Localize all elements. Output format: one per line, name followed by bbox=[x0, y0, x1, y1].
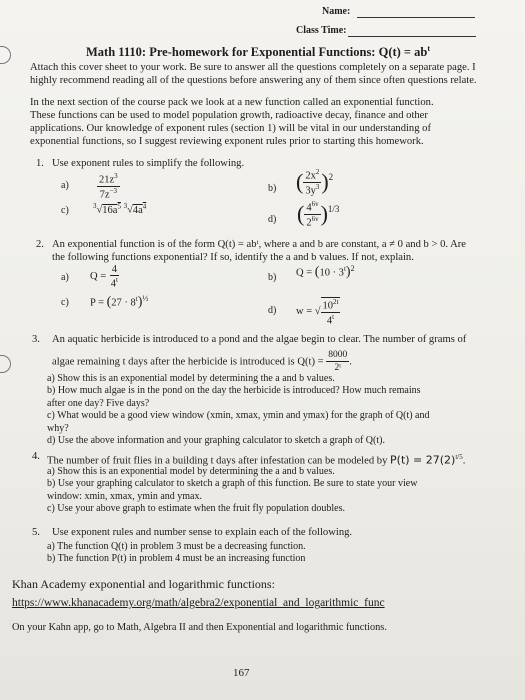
q4-text: The number of fruit flies in a building t days after infestation can be modeled by $P(t) = 27(2)^{t/5}$. bbox=[47, 453, 466, 467]
binder-hole bbox=[0, 355, 11, 373]
q2-a-label: a) bbox=[61, 272, 69, 283]
q2-number: 2. bbox=[36, 239, 44, 250]
q1-a-label: a) bbox=[61, 180, 69, 191]
intro-paragraph: Attach this cover sheet to your work. Be sure to answer all the questions completely on a separate page. I highly recommend reading all of the questions before answering any of them since often questions relate. bbox=[30, 62, 477, 86]
q1-d-expression: ( $\frac{4^{6v}}{2^{6v}}$ )$^{1/3}$ bbox=[297, 200, 340, 228]
khan-heading: Khan Academy exponential and logarithmic functions: bbox=[12, 577, 275, 591]
q5-parts: a) The function Q(t) in problem 3 must be a decreasing function. b) The function P(t) in problem 4 must be an increasing function bbox=[47, 541, 306, 565]
q2-d-label: d) bbox=[268, 305, 277, 316]
q1-c-label: c) bbox=[61, 205, 69, 216]
page-number: 167 bbox=[233, 667, 250, 679]
q5-number: 5. bbox=[32, 527, 40, 538]
name-field-line[interactable] bbox=[357, 17, 475, 18]
q2-a-expression: Q = $\frac{4}{4^t}$ bbox=[90, 264, 118, 290]
q2-c-label: c) bbox=[61, 297, 69, 308]
binder-hole bbox=[0, 46, 11, 64]
context-paragraph: In the next section of the course pack we look at a new function called an exponential function. These functions can be used to model population growth, radioactive decay, finance and other applications. Our knowledge of exponent rules (section 1) will be vital in our understanding of exponential functions, so I suggest reviewing exponent rules prior to starting this homework. bbox=[30, 97, 434, 147]
q3-number: 3. bbox=[32, 334, 40, 345]
q1-d-label: d) bbox=[268, 214, 277, 225]
class-time-label: Class Time: bbox=[296, 25, 347, 36]
q1-text: Use exponent rules to simplify the following. bbox=[52, 158, 245, 169]
q1-number: 1. bbox=[36, 158, 44, 169]
q2-c-expression: $P = (27 \cdot 8^t)^{\frac{1}{3}}$ bbox=[90, 294, 149, 310]
q2-d-expression: w = √ $\frac{10^{2t}}{4^t}$ bbox=[296, 298, 339, 326]
q2-b-label: b) bbox=[268, 272, 277, 283]
khan-app-note: On your Kahn app, go to Math, Algebra II and then Exponential and logarithmic functions. bbox=[12, 622, 387, 633]
q3-text: An aquatic herbicide is introduced to a pond and the algae begin to clear. The number of grams of algae remaining t days after the herbicide is introduced is Q(t) = $\frac{8000}{\text{2ᵗ}}$ . bbox=[52, 334, 467, 373]
khan-link[interactable]: https://www.khanacademy.org/math/algebra2/exponential_and_logarithmic_func bbox=[12, 597, 385, 609]
q1-a-expression: $\frac{21z^3}{7z^{-3}}$ bbox=[99, 172, 118, 200]
q4-number: 4. bbox=[32, 451, 40, 462]
q4-parts: a) Show this is an exponential model by determining the a and b values. b) Use your graphing calculator to sketch a graph of this function. Be sure to state your view window: xmin, xmax, ymin and ymax. c) Use your above graph to estimate when the fruit fly population doubles. bbox=[47, 466, 418, 515]
name-label: Name: bbox=[322, 6, 351, 17]
q5-text: Use exponent rules and number sense to explain each of the following. bbox=[52, 527, 353, 538]
page-title: Math 1110: Pre-homework for Exponential Functions: $Q(t) = ab^t$ bbox=[86, 44, 431, 60]
q3-parts: a) Show this is an exponential model by determining the a and b values. b) How much algae is in the pond on the day the herbicide is introduced? How much remains after one day? Five days? c) What would be a good view window (xmin, xmax, ymin and ymax) for the graph of Q(t) and why? d) Use the above information and your graphing calculator to sketch a graph of Q(t). bbox=[47, 373, 430, 447]
class-time-field-line[interactable] bbox=[348, 36, 476, 37]
q2-text: An exponential function is of the form Q(t) = abᵗ, where a and b are constant, a ≠ 0 and b > 0. Are the following functions exponential? If so, identify the a and b values. If not, explain. bbox=[52, 239, 466, 263]
q2-b-expression: $Q = (10 \cdot 3^t)^2$ bbox=[296, 264, 355, 280]
q1-b-expression: ( $\frac{2x^2}{3y^3}$ )$^2$ bbox=[296, 168, 334, 196]
q1-b-label: b) bbox=[268, 183, 277, 194]
q1-c-expression: $^3√16a^5$ $^3√4a^4$ bbox=[93, 202, 147, 216]
